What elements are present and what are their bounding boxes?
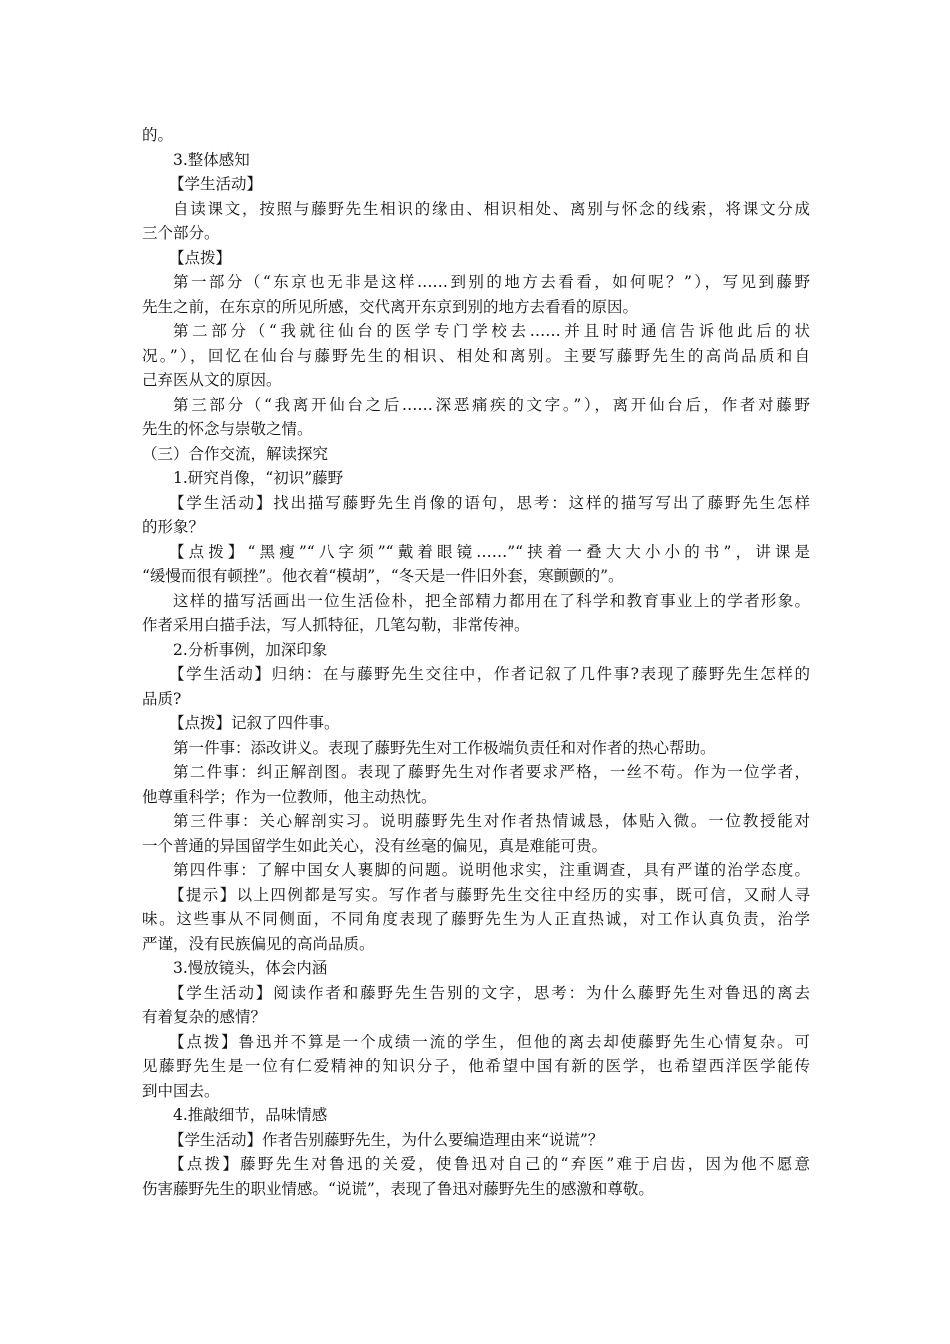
- text-line: 1.研究肖像，“初识”藤野: [173, 469, 344, 487]
- text-line: 先生之前，在东京的所见所感，交代离开东京到别的地方去看看的原因。: [142, 297, 639, 316]
- text-line: 4.推敲细节，品味情感: [173, 1106, 328, 1124]
- text-line: 自读课文，按照与藤野先生相识的缘由、相识相处、离别与怀念的线索，将课文分成: [173, 199, 810, 218]
- text-line: 第三件事：关心解剖实习。说明藤野先生对作者热情诚恳，体贴入微。一位教授能对: [173, 812, 810, 830]
- text-line: 3.慢放镜头，体会内涵: [173, 959, 328, 977]
- text-line: 【点拨】“黑瘦”“八字须”“戴着眼镜……”“挟着一叠大大小小的书”，讲课是: [169, 542, 810, 561]
- text-line: 况。”），回忆在仙台与藤野先生的相识、相处和离别。主要写藤野先生的高尚品质和自: [142, 346, 810, 365]
- text-line: 2.分析事例，加深印象: [173, 640, 328, 659]
- text-line: 一个普通的异国留学生如此关心，没有丝毫的偏见，真是难能可贵。: [142, 836, 608, 855]
- text-line: 【点拨】: [169, 248, 232, 267]
- text-line: 第四件事：了解中国女人裹脚的问题。说明他求实，注重调查，具有严谨的治学态度。: [173, 861, 810, 879]
- text-line: 三个部分。: [142, 224, 220, 242]
- text-line: 3.整体感知: [173, 150, 250, 169]
- text-line: 【学生活动】作者告别藤野先生，为什么要编造理由来“说谎”？: [169, 1130, 604, 1149]
- text-line: 【提示】以上四例都是写实。写作者与藤野先生交往中经历的实事，既可信，又耐人寻: [169, 885, 810, 904]
- text-line: 己弃医从文的原因。: [142, 371, 282, 389]
- text-line: 【点拨】藤野先生对鲁迅的关爱，使鲁迅对自己的“弃医”难于启齿，因为他不愿意: [169, 1155, 810, 1173]
- text-line: 品质?: [142, 689, 182, 708]
- text-line: 这样的描写活画出一位生活俭朴，把全部精力都用在了科学和教育事业上的学者形象。: [173, 591, 810, 610]
- text-line: 【学生活动】: [169, 175, 263, 193]
- text-line: 第一部分（“东京也无非是这样……到别的地方去看看，如何呢？”），写见到藤野: [173, 273, 810, 291]
- text-line: “缓慢而很有顿挫”。他衣着“模胡”，“冬天是一件旧外套，寒颤颤的”。: [142, 567, 624, 585]
- text-line: 【点拨】记叙了四件事。: [169, 714, 340, 732]
- text-line: 他尊重科学；作为一位教师，他主动热忱。: [142, 787, 437, 806]
- text-line: （三）合作交流，解读探究: [142, 444, 329, 463]
- text-line: 伤害藤野先生的职业情感。“说谎”，表现了鲁迅对藤野先生的感激和尊敬。: [142, 1179, 654, 1198]
- text-line: 【学生活动】归纳：在与藤野先生交往中，作者记叙了几件事?表现了藤野先生怎样的: [169, 665, 810, 683]
- text-line: 到中国去。: [142, 1081, 220, 1100]
- text-line: 第三部分（“我离开仙台之后……深恶痛疾的文字。”），离开仙台后，作者对藤野: [173, 395, 810, 414]
- text-line: 的。: [142, 126, 174, 144]
- text-line: 有着复杂的感情？: [142, 1008, 267, 1026]
- document-page: [142, 123, 810, 1201]
- text-line: 【学生活动】阅读作者和藤野先生告别的文字，思考：为什么藤野先生对鲁迅的离去: [169, 983, 810, 1002]
- text-line: 第二件事：纠正解剖图。表现了藤野先生对作者要求严格，一丝不苟。作为一位学者，: [173, 763, 810, 781]
- text-line: 作者采用白描手法，写人抓特征，几笔勾勒，非常传神。: [142, 616, 530, 634]
- text-line: 先生的怀念与崇敬之情。: [142, 420, 313, 438]
- text-line: 味。这些事从不同侧面，不同角度表现了藤野先生为人正直热诚，对工作认真负责，治学: [142, 910, 810, 928]
- text-line: 严谨，没有民族偏见的高尚品质。: [142, 934, 375, 953]
- text-line: 见藤野先生是一位有仁爱精神的知识分子，他希望中国有新的医学，也希望西洋医学能传: [142, 1057, 810, 1075]
- text-line: 【学生活动】找出描写藤野先生肖像的语句，思考：这样的描写写出了藤野先生怎样: [169, 493, 810, 512]
- text-line: 第二部分（“我就往仙台的医学专门学校去……并且时时通信告诉他此后的状: [173, 322, 810, 340]
- text-line: 的形象？: [142, 518, 205, 536]
- text-line: 第一件事：添改讲义。表现了藤野先生对工作极端负责任和对作者的热心帮助。: [173, 738, 716, 757]
- text-line: 【点拨】鲁迅并不算是一个成绩一流的学生，但他的离去却使藤野先生心情复杂。可: [169, 1032, 810, 1051]
